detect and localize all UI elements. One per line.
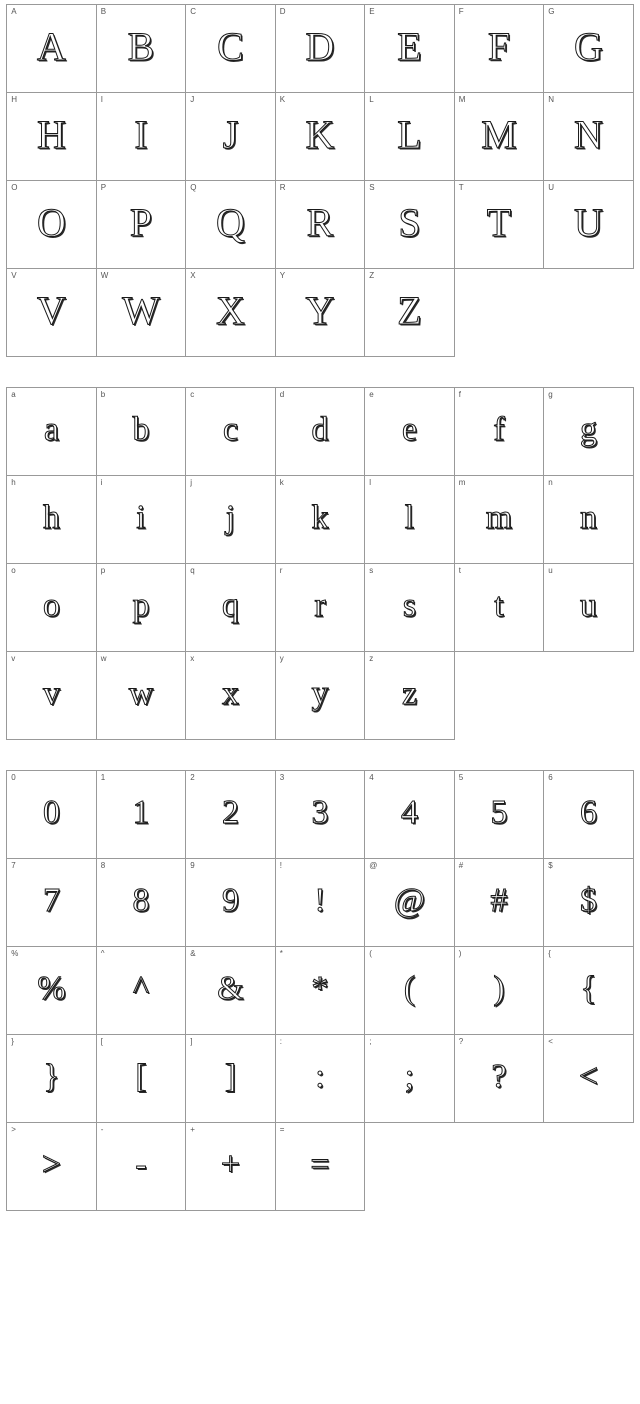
glyph-code-label: s: [369, 566, 374, 575]
glyph-code-label: A: [11, 7, 17, 16]
glyph-code-label: V: [11, 271, 17, 280]
glyph-character: 0: [43, 793, 60, 831]
glyph-code-label: 4: [369, 773, 374, 782]
glyph-character: >: [41, 1145, 62, 1183]
glyph-character: -: [135, 1145, 147, 1183]
glyph-character: :: [315, 1057, 325, 1095]
glyph-character: L: [397, 111, 422, 157]
glyph-character: K: [305, 111, 335, 157]
glyph-character: *: [311, 969, 329, 1007]
glyph-character: q: [222, 586, 239, 624]
glyph-code-label: 8: [100, 861, 106, 870]
glyph-cell-empty: [455, 269, 545, 357]
glyph-character: ): [493, 969, 505, 1007]
glyph-character: B: [127, 23, 155, 69]
glyph-character: h: [43, 498, 60, 536]
glyph-code-label: W: [100, 271, 109, 280]
glyph-cell[interactable]: [7, 1035, 97, 1123]
glyph-code-label: P: [100, 183, 107, 192]
glyph-character: S: [398, 199, 421, 245]
glyph-character: 6: [580, 793, 597, 831]
glyph-cell[interactable]: [455, 564, 545, 652]
glyph-cell[interactable]: [544, 388, 634, 476]
glyph-code-label: R: [279, 183, 286, 192]
glyph-cell[interactable]: [276, 564, 366, 652]
glyph-code-label: f: [458, 390, 461, 399]
glyph-character: E: [397, 23, 422, 69]
glyph-cell[interactable]: [7, 771, 97, 859]
glyph-character: P: [129, 199, 153, 245]
glyph-cell[interactable]: [365, 5, 455, 93]
glyph-cell-empty: [365, 1123, 455, 1211]
glyph-cell[interactable]: [455, 476, 545, 564]
glyph-code-label: c: [190, 390, 195, 399]
glyph-character: 2: [222, 793, 239, 831]
glyph-cell[interactable]: [186, 476, 276, 564]
glyph-cell[interactable]: [455, 181, 545, 269]
glyph-code-label: e: [369, 390, 374, 399]
glyph-character: G: [574, 23, 603, 69]
glyph-character: 9: [222, 881, 239, 919]
glyph-cell[interactable]: [365, 269, 455, 357]
glyph-cell[interactable]: [365, 947, 455, 1035]
glyph-cell[interactable]: [544, 181, 634, 269]
glyph-cell[interactable]: [276, 1123, 366, 1211]
glyph-character: =: [310, 1145, 330, 1183]
glyph-character: D: [305, 23, 335, 69]
glyph-cell[interactable]: [544, 93, 634, 181]
glyph-cell[interactable]: [276, 269, 366, 357]
glyph-code-label: !: [279, 861, 282, 870]
glyph-cell[interactable]: [186, 947, 276, 1035]
glyph-cell[interactable]: [276, 859, 366, 947]
glyph-character: F: [487, 23, 511, 69]
glyph-character: &: [217, 969, 244, 1007]
glyph-cell[interactable]: [365, 859, 455, 947]
glyph-code-label: Q: [190, 183, 197, 192]
glyph-cell[interactable]: [97, 269, 187, 357]
glyph-code-label: S: [369, 183, 375, 192]
glyph-cell[interactable]: [365, 1035, 455, 1123]
glyph-cell[interactable]: [455, 388, 545, 476]
glyph-code-label: >: [11, 1125, 16, 1134]
glyph-code-label: T: [458, 183, 464, 192]
glyph-cell[interactable]: [7, 269, 97, 357]
glyph-blocks-container: [0, 4, 640, 1211]
glyph-character: W: [122, 287, 160, 333]
glyph-character: Z: [397, 287, 422, 333]
glyph-character: f: [493, 410, 505, 448]
glyph-code-label: v: [11, 654, 16, 663]
glyph-character: ?: [491, 1057, 507, 1095]
glyph-code-label: q: [190, 566, 195, 575]
glyph-character: 5: [490, 793, 508, 831]
glyph-character: [: [135, 1057, 147, 1095]
glyph-code-label: (: [369, 949, 372, 958]
glyph-cell[interactable]: [186, 564, 276, 652]
glyph-code-label: U: [548, 183, 555, 192]
glyph-code-label: B: [100, 7, 107, 16]
glyph-cell[interactable]: [544, 947, 634, 1035]
glyph-code-label: <: [548, 1037, 553, 1046]
glyph-code-label: t: [458, 566, 461, 575]
glyph-character: A: [37, 23, 66, 69]
glyph-code-label: N: [548, 95, 555, 104]
glyph-character: !: [314, 881, 326, 919]
glyph-cell[interactable]: [7, 5, 97, 93]
glyph-cell-empty: [544, 269, 634, 357]
glyph-code-label: i: [100, 478, 103, 487]
glyph-code-label: }: [11, 1037, 14, 1046]
glyph-character: 7: [43, 881, 60, 919]
glyph-cell[interactable]: [365, 388, 455, 476]
glyph-character: }: [43, 1057, 60, 1095]
glyph-character: e: [401, 410, 418, 448]
glyph-code-label: k: [279, 478, 284, 487]
glyph-code-label: M: [458, 95, 466, 104]
glyph-character: N: [574, 111, 603, 157]
glyph-character: t: [494, 586, 504, 624]
glyph-character: @: [393, 881, 426, 919]
glyph-code-label: j: [190, 478, 193, 487]
glyph-cell[interactable]: [186, 388, 276, 476]
glyph-code-label: #: [458, 861, 464, 870]
glyph-code-label: F: [458, 7, 464, 16]
glyph-cell[interactable]: [7, 1123, 97, 1211]
glyph-code-label: b: [100, 390, 106, 399]
glyph-cell[interactable]: [455, 859, 545, 947]
glyph-character: b: [132, 410, 150, 448]
glyph-cell[interactable]: [7, 564, 97, 652]
glyph-grid-lowercase: [6, 387, 634, 740]
glyph-cell[interactable]: [186, 269, 276, 357]
glyph-character: <: [578, 1057, 599, 1095]
glyph-code-label: Y: [279, 271, 286, 280]
glyph-character: p: [132, 586, 150, 624]
glyph-character: X: [216, 287, 245, 333]
glyph-character: M: [481, 111, 517, 157]
glyph-code-label: 5: [458, 773, 464, 782]
glyph-cell[interactable]: [97, 181, 187, 269]
glyph-code-label: -: [100, 1125, 104, 1134]
glyph-code-label: h: [11, 478, 16, 487]
glyph-cell[interactable]: [97, 1123, 187, 1211]
glyph-code-label: ^: [100, 949, 105, 958]
block-spacer: [0, 740, 640, 770]
glyph-code-label: K: [279, 95, 286, 104]
glyph-cell[interactable]: [544, 1035, 634, 1123]
glyph-character: #: [490, 881, 508, 919]
glyph-cell[interactable]: [186, 1123, 276, 1211]
glyph-grid-digits-and-symbols: [6, 770, 634, 1211]
glyph-code-label: &: [190, 949, 196, 958]
glyph-code-label: w: [100, 654, 107, 663]
glyph-character: g: [580, 410, 597, 448]
glyph-code-label: m: [458, 478, 466, 487]
glyph-cell-empty: [544, 1123, 634, 1211]
glyph-character: ^: [133, 969, 149, 1007]
glyph-cell[interactable]: [365, 93, 455, 181]
glyph-character: U: [574, 199, 603, 245]
glyph-code-label: d: [279, 390, 285, 399]
glyph-code-label: 9: [190, 861, 195, 870]
glyph-code-label: %: [11, 949, 19, 958]
glyph-character: T: [486, 199, 512, 245]
glyph-code-label: 1: [100, 773, 106, 782]
glyph-cell[interactable]: [365, 564, 455, 652]
glyph-character: x: [222, 674, 239, 712]
glyph-code-label: p: [100, 566, 106, 575]
glyph-character: ]: [224, 1057, 237, 1095]
glyph-character: l: [404, 498, 415, 536]
glyph-cell[interactable]: [455, 771, 545, 859]
glyph-code-label: Z: [369, 271, 375, 280]
glyph-code-label: a: [11, 390, 16, 399]
glyph-character: %: [37, 969, 66, 1007]
glyph-cell[interactable]: [365, 476, 455, 564]
glyph-code-label: 0: [11, 773, 16, 782]
glyph-code-label: $: [548, 861, 553, 870]
glyph-code-label: X: [190, 271, 196, 280]
glyph-cell[interactable]: [186, 181, 276, 269]
glyph-cell[interactable]: [97, 771, 187, 859]
glyph-code-label: 2: [190, 773, 195, 782]
glyph-code-label: +: [190, 1125, 195, 1134]
glyph-cell[interactable]: [7, 93, 97, 181]
glyph-code-label: n: [548, 478, 553, 487]
glyph-character: O: [37, 199, 66, 245]
glyph-character: R: [306, 199, 334, 245]
glyph-cell[interactable]: [97, 388, 187, 476]
glyph-cell[interactable]: [97, 5, 187, 93]
glyph-character: n: [580, 498, 597, 536]
glyph-cell[interactable]: [97, 1035, 187, 1123]
glyph-character: +: [220, 1145, 241, 1183]
glyph-cell[interactable]: [186, 5, 276, 93]
glyph-character: s: [402, 586, 417, 624]
glyph-character: I: [134, 111, 148, 157]
glyph-code-label: H: [11, 95, 18, 104]
glyph-code-label: ]: [190, 1037, 193, 1046]
glyph-code-label: ;: [369, 1037, 372, 1046]
glyph-character: Q: [216, 199, 245, 245]
glyph-code-label: l: [369, 478, 372, 487]
glyph-character: V: [37, 287, 66, 333]
glyph-cell-empty: [455, 1123, 545, 1211]
glyph-cell[interactable]: [544, 476, 634, 564]
glyph-character: J: [222, 111, 239, 157]
glyph-character: (: [403, 969, 416, 1007]
glyph-cell[interactable]: [186, 93, 276, 181]
glyph-character: ;: [404, 1057, 415, 1095]
glyph-cell[interactable]: [544, 859, 634, 947]
glyph-code-label: 3: [279, 773, 285, 782]
glyph-code-label: ): [458, 949, 462, 958]
glyph-cell[interactable]: [186, 1035, 276, 1123]
glyph-cell[interactable]: [97, 859, 187, 947]
glyph-code-label: I: [100, 95, 103, 104]
glyph-code-label: x: [190, 654, 195, 663]
glyph-code-label: {: [548, 949, 551, 958]
glyph-code-label: :: [279, 1037, 282, 1046]
glyph-cell[interactable]: [365, 181, 455, 269]
glyph-cell[interactable]: [7, 652, 97, 740]
glyph-code-label: u: [548, 566, 553, 575]
glyph-character: u: [580, 586, 597, 624]
glyph-cell[interactable]: [455, 5, 545, 93]
glyph-character: 3: [311, 793, 329, 831]
glyph-code-label: G: [548, 7, 555, 16]
glyph-character: c: [222, 410, 239, 448]
glyph-character: j: [225, 498, 236, 536]
glyph-character: r: [314, 586, 326, 624]
glyph-code-label: y: [279, 654, 284, 663]
glyph-cell[interactable]: [97, 476, 187, 564]
glyph-cell[interactable]: [365, 652, 455, 740]
glyph-code-label: J: [190, 95, 195, 104]
glyph-code-label: z: [369, 654, 374, 663]
glyph-character: z: [401, 674, 418, 712]
glyph-code-label: @: [369, 861, 378, 870]
glyph-code-label: =: [279, 1125, 285, 1134]
glyph-cell[interactable]: [186, 652, 276, 740]
glyph-character: i: [136, 498, 146, 536]
glyph-character: a: [43, 410, 60, 448]
glyph-cell-empty: [455, 652, 545, 740]
glyph-character: Y: [305, 287, 335, 333]
glyph-cell[interactable]: [544, 5, 634, 93]
glyph-character: y: [311, 674, 329, 712]
glyph-cell[interactable]: [186, 771, 276, 859]
glyph-cell[interactable]: [276, 476, 366, 564]
glyph-cell[interactable]: [455, 1035, 545, 1123]
glyph-cell[interactable]: [276, 771, 366, 859]
glyph-cell[interactable]: [97, 652, 187, 740]
glyph-cell[interactable]: [455, 93, 545, 181]
glyph-character: m: [485, 498, 513, 536]
glyph-character: H: [37, 111, 66, 157]
glyph-code-label: L: [369, 95, 374, 104]
glyph-character: d: [311, 410, 329, 448]
glyph-cell[interactable]: [365, 771, 455, 859]
glyph-cell[interactable]: [97, 947, 187, 1035]
glyph-cell[interactable]: [544, 564, 634, 652]
glyph-character: k: [311, 498, 329, 536]
glyph-code-label: [: [100, 1037, 103, 1046]
glyph-cell[interactable]: [7, 859, 97, 947]
glyph-code-label: E: [369, 7, 375, 16]
glyph-code-label: C: [190, 7, 197, 16]
character-map-sheet: [0, 4, 640, 1404]
glyph-cell[interactable]: [7, 947, 97, 1035]
glyph-cell[interactable]: [276, 181, 366, 269]
glyph-cell[interactable]: [276, 652, 366, 740]
glyph-character: o: [43, 586, 60, 624]
glyph-character: 4: [401, 793, 418, 831]
glyph-cell[interactable]: [276, 1035, 366, 1123]
glyph-cell[interactable]: [97, 93, 187, 181]
glyph-cell[interactable]: [276, 5, 366, 93]
glyph-code-label: D: [279, 7, 286, 16]
glyph-character: {: [580, 969, 597, 1007]
glyph-code-label: o: [11, 566, 16, 575]
glyph-code-label: ?: [458, 1037, 464, 1046]
glyph-character: C: [217, 23, 244, 69]
block-spacer: [0, 357, 640, 387]
glyph-cell[interactable]: [7, 181, 97, 269]
glyph-character: v: [43, 674, 60, 712]
glyph-cell-empty: [544, 652, 634, 740]
glyph-code-label: *: [279, 949, 283, 958]
glyph-cell[interactable]: [7, 388, 97, 476]
glyph-cell[interactable]: [455, 947, 545, 1035]
glyph-code-label: g: [548, 390, 553, 399]
glyph-cell[interactable]: [276, 93, 366, 181]
glyph-code-label: O: [11, 183, 18, 192]
glyph-cell[interactable]: [7, 476, 97, 564]
glyph-cell[interactable]: [97, 564, 187, 652]
glyph-cell[interactable]: [544, 771, 634, 859]
glyph-cell[interactable]: [186, 859, 276, 947]
glyph-code-label: r: [279, 566, 283, 575]
glyph-character: 1: [132, 793, 150, 831]
glyph-code-label: 6: [548, 773, 553, 782]
glyph-code-label: 7: [11, 861, 16, 870]
glyph-character: 8: [132, 881, 150, 919]
glyph-grid-uppercase: [6, 4, 634, 357]
glyph-cell[interactable]: [276, 388, 366, 476]
glyph-character: w: [128, 674, 154, 712]
glyph-character: $: [580, 881, 597, 919]
glyph-cell[interactable]: [276, 947, 366, 1035]
